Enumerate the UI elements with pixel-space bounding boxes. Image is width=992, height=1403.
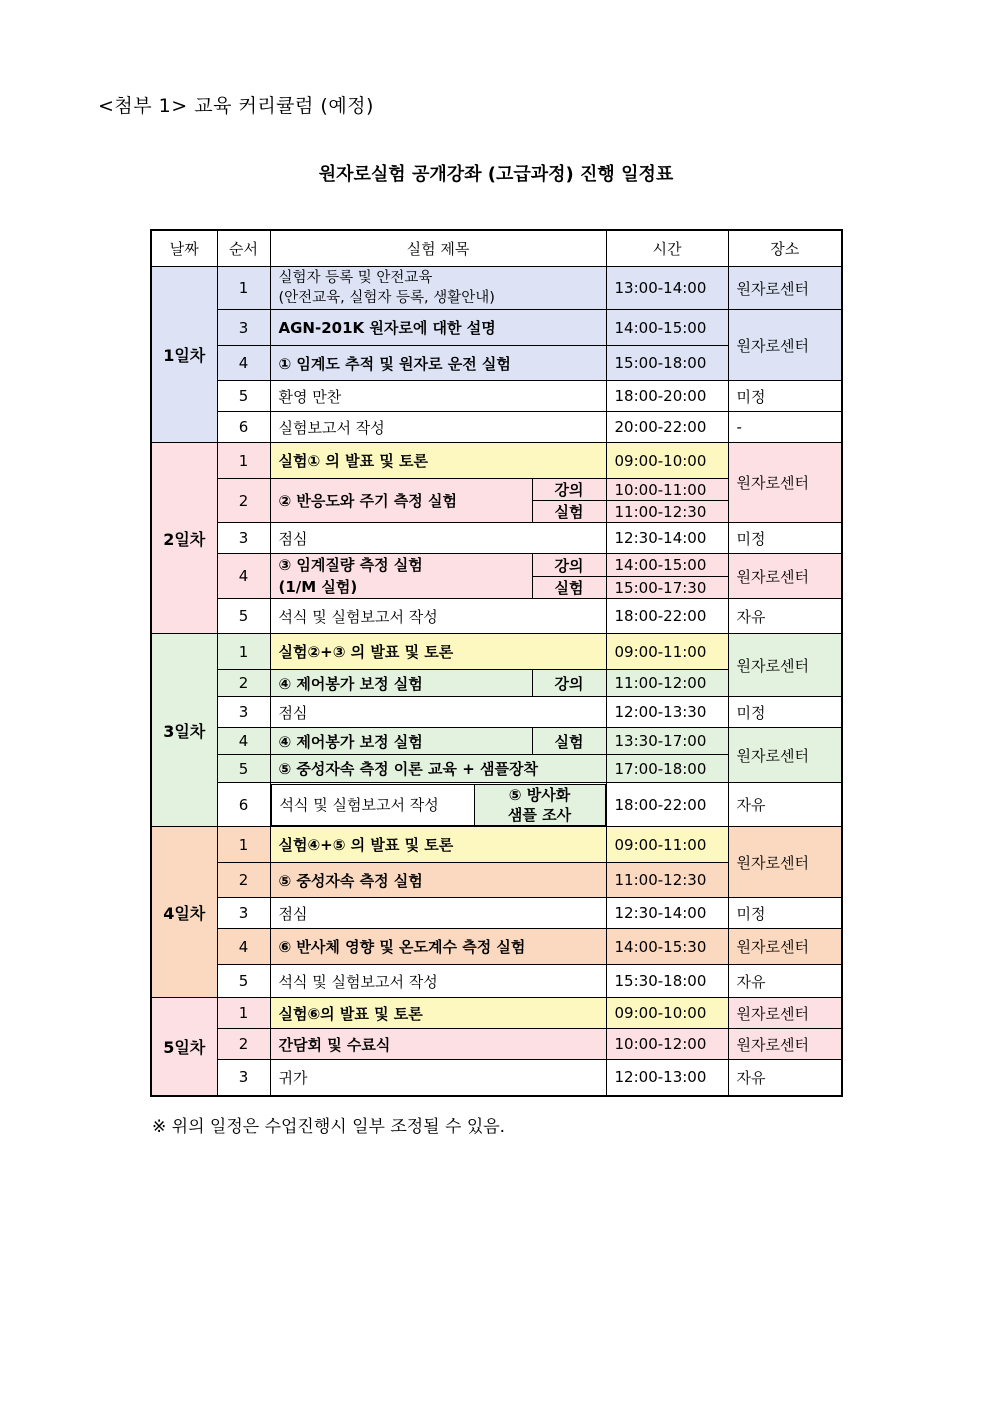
title-line: (1/M 실험)	[278, 578, 358, 596]
time-cell: 18:00-22:00	[606, 783, 728, 827]
place-cell: 미정	[728, 381, 842, 412]
time-cell: 09:00-10:00	[606, 998, 728, 1029]
title-cell: ⑥ 반사체 영향 및 온도계수 측정 실험	[270, 929, 606, 965]
order-cell: 3	[217, 1060, 270, 1096]
place-cell: 원자로센터	[728, 728, 842, 783]
table-row	[151, 1060, 842, 1096]
table-row	[151, 697, 842, 728]
header-day: 날짜	[151, 230, 217, 267]
table-row	[151, 827, 842, 863]
order-cell: 4	[217, 554, 270, 599]
place-cell: 자유	[728, 965, 842, 998]
title-cell	[270, 554, 532, 599]
time-cell: 14:00-15:30	[606, 929, 728, 965]
order-cell: 1	[217, 634, 270, 670]
order-cell: 1	[217, 443, 270, 479]
place-cell: 미정	[728, 697, 842, 728]
time-cell: 09:00-11:00	[606, 634, 728, 670]
order-cell: 3	[217, 898, 270, 929]
time-cell: 13:30-17:00	[606, 728, 728, 755]
day-label: 1일차	[151, 267, 217, 443]
order-cell: 4	[217, 346, 270, 381]
time-cell: 14:00-15:00	[606, 310, 728, 346]
table-row	[151, 1029, 842, 1060]
sub-label	[474, 784, 605, 825]
title-line: ③ 임계질량 측정 실험	[278, 556, 423, 574]
title-line: (안전교육, 실험자 등록, 생활안내)	[278, 290, 495, 306]
schedule-table	[150, 229, 843, 1097]
order-cell: 2	[217, 670, 270, 697]
title-cell: ② 반응도와 주기 측정 실험	[270, 479, 532, 523]
title-cell: 점심	[270, 523, 606, 554]
place-cell: 원자로센터	[728, 998, 842, 1029]
order-cell: 4	[217, 929, 270, 965]
sub-label: 실험	[532, 501, 606, 523]
time-cell: 13:00-14:00	[606, 267, 728, 310]
place-cell: 원자로센터	[728, 310, 842, 381]
title-cell: ① 임계도 추적 및 원자로 운전 실험	[270, 346, 606, 381]
table-row	[151, 929, 842, 965]
order-cell: 2	[217, 1029, 270, 1060]
time-cell: 14:00-15:00	[606, 554, 728, 577]
sub-label: 강의	[532, 554, 606, 577]
header-row	[151, 230, 842, 267]
place-cell: 원자로센터	[728, 267, 842, 310]
title-cell: 석식 및 실험보고서 작성	[270, 965, 606, 998]
time-cell: 11:00-12:00	[606, 670, 728, 697]
title-cell: 실험보고서 작성	[270, 412, 606, 443]
time-cell: 09:00-11:00	[606, 827, 728, 863]
time-cell: 12:30-14:00	[606, 523, 728, 554]
day-label: 3일차	[151, 634, 217, 827]
title-cell: 점심	[270, 697, 606, 728]
place-cell: 원자로센터	[728, 554, 842, 599]
title-cell: 점심	[270, 898, 606, 929]
title-text: 석식 및 실험보고서 작성	[271, 784, 474, 825]
title-cell	[270, 267, 606, 310]
time-cell: 11:00-12:30	[606, 501, 728, 523]
header-title: 실험 제목	[270, 230, 606, 267]
place-cell: 원자로센터	[728, 634, 842, 697]
time-cell: 12:00-13:30	[606, 697, 728, 728]
table-row	[151, 599, 842, 634]
order-cell: 6	[217, 412, 270, 443]
table-row	[151, 965, 842, 998]
title-cell: ⑤ 중성자속 측정 실험	[270, 863, 606, 898]
order-cell: 5	[217, 381, 270, 412]
title-cell	[270, 783, 606, 827]
title-cell: 실험① 의 발표 및 토론	[270, 443, 606, 479]
header-place: 장소	[728, 230, 842, 267]
order-cell: 2	[217, 479, 270, 523]
place-cell: -	[728, 412, 842, 443]
time-cell: 15:30-18:00	[606, 965, 728, 998]
order-cell: 3	[217, 310, 270, 346]
title-line: 실험자 등록 및 안전교육	[278, 270, 433, 286]
time-cell: 11:00-12:30	[606, 863, 728, 898]
title-cell: 귀가	[270, 1060, 606, 1096]
place-cell: 원자로센터	[728, 443, 842, 523]
time-cell: 10:00-11:00	[606, 479, 728, 501]
order-cell: 3	[217, 697, 270, 728]
place-cell: 미정	[728, 898, 842, 929]
time-cell: 15:00-18:00	[606, 346, 728, 381]
attachment-label: <첨부 1> 교육 커리큘럼 (예정)	[98, 95, 374, 117]
title-cell: 석식 및 실험보고서 작성	[270, 599, 606, 634]
time-cell: 15:00-17:30	[606, 577, 728, 599]
place-cell: 자유	[728, 599, 842, 634]
day-label: 2일차	[151, 443, 217, 634]
table-row	[151, 898, 842, 929]
header-order: 순서	[217, 230, 270, 267]
table-row	[151, 783, 842, 827]
table-row	[151, 554, 842, 577]
title-cell: AGN-201K 원자로에 대한 설명	[270, 310, 606, 346]
time-cell: 09:00-10:00	[606, 443, 728, 479]
sub-line: 샘플 조사	[507, 805, 572, 824]
order-cell: 1	[217, 267, 270, 310]
header-time: 시간	[606, 230, 728, 267]
table-row	[151, 443, 842, 479]
sub-label: 강의	[532, 479, 606, 501]
place-cell: 자유	[728, 1060, 842, 1096]
table-row	[151, 523, 842, 554]
title-cell: ④ 제어봉가 보정 실험	[270, 670, 532, 697]
sub-label: 실험	[532, 577, 606, 599]
time-cell: 12:30-14:00	[606, 898, 728, 929]
table-row	[151, 634, 842, 670]
table-row	[151, 310, 842, 346]
sub-line: ⑤ 방사화	[508, 785, 571, 804]
place-cell: 원자로센터	[728, 929, 842, 965]
order-cell: 5	[217, 755, 270, 783]
title-cell: 환영 만찬	[270, 381, 606, 412]
title-cell: 실험②+③ 의 발표 및 토론	[270, 634, 606, 670]
time-cell: 12:00-13:00	[606, 1060, 728, 1096]
title-cell: 실험④+⑤ 의 발표 및 토론	[270, 827, 606, 863]
order-cell: 6	[217, 783, 270, 827]
title-cell: 간담회 및 수료식	[270, 1029, 606, 1060]
time-cell: 10:00-12:00	[606, 1029, 728, 1060]
time-cell: 20:00-22:00	[606, 412, 728, 443]
table-row	[151, 412, 842, 443]
table-row	[151, 998, 842, 1029]
order-cell: 5	[217, 599, 270, 634]
day-label: 4일차	[151, 827, 217, 998]
sub-label: 강의	[532, 670, 606, 697]
time-cell: 17:00-18:00	[606, 755, 728, 783]
place-cell: 원자로센터	[728, 827, 842, 898]
time-cell: 18:00-22:00	[606, 599, 728, 634]
footnote: ※ 위의 일정은 수업진행시 일부 조정될 수 있음.	[152, 1117, 506, 1137]
order-cell: 1	[217, 827, 270, 863]
title-cell: ④ 제어봉가 보정 실험	[270, 728, 532, 755]
order-cell: 3	[217, 523, 270, 554]
place-cell: 자유	[728, 783, 842, 827]
day-label: 5일차	[151, 998, 217, 1096]
table-row	[151, 381, 842, 412]
sub-label: 실험	[532, 728, 606, 755]
place-cell: 원자로센터	[728, 1029, 842, 1060]
title-cell: 실험⑥의 발표 및 토론	[270, 998, 606, 1029]
time-cell: 18:00-20:00	[606, 381, 728, 412]
order-cell: 5	[217, 965, 270, 998]
document-title: 원자로실험 공개강좌 (고급과정) 진행 일정표	[318, 164, 674, 185]
order-cell: 2	[217, 863, 270, 898]
table-row	[151, 267, 842, 310]
title-cell: ⑤ 중성자속 측정 이론 교육 + 샘플장착	[270, 755, 606, 783]
order-cell: 1	[217, 998, 270, 1029]
table-row	[151, 728, 842, 755]
place-cell: 미정	[728, 523, 842, 554]
order-cell: 4	[217, 728, 270, 755]
